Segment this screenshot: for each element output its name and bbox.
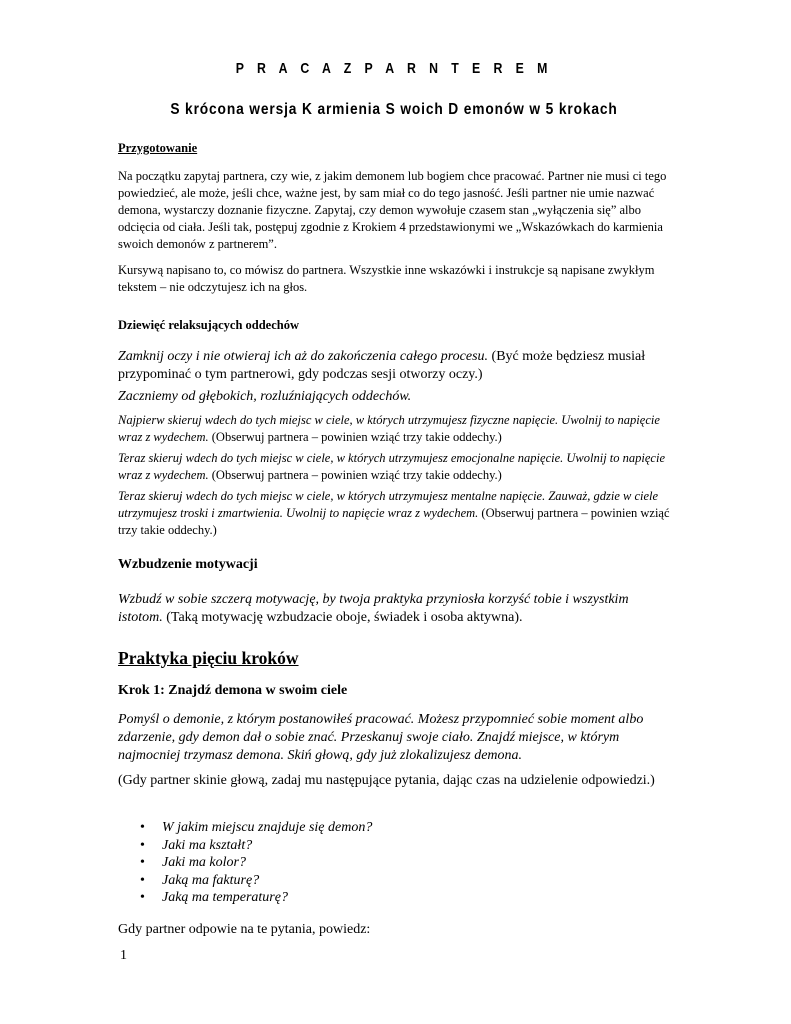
document-subtitle: S krócona wersja K armienia S woich D emonów w 5 krokach [170, 101, 618, 118]
bullet-icon: • [140, 890, 145, 905]
breaths-p3-note: (Obserwuj partnera – powinien wziąć trzy takie oddechy.) [208, 430, 502, 444]
breaths-paragraph-1 [118, 348, 670, 384]
motivation-italic: Wzbudź w sobie szczerą motywację, by twoja praktyka przyniosła korzyść tobie i wszystkim istotom. [118, 592, 629, 625]
breaths-p5-note: (Obserwuj partnera – powinien wziąć trzy takie oddechy.) [118, 506, 670, 537]
page-number: 1 [120, 948, 127, 963]
breaths-p1-note: (Być może będziesz musiał przypominać o tym partnerowi, gdy podczas sesji otworzy oczy.) [118, 349, 646, 382]
step1-note: (Gdy partner skinie głową, zadaj mu następujące pytania, dając czas na udzielenie odpowiedzi.) [118, 773, 655, 788]
prep-heading: Przygotowanie [118, 141, 198, 155]
breaths-p1-italic: Zamknij oczy i nie otwieraj ich aż do zakończenia całego procesu. [118, 349, 489, 364]
prep-paragraph-2: Kursywą napisano to, co mówisz do partnera. Wszystkie inne wskazówki i instrukcje są napisane zwykłym tekstem – nie odczytujesz ich na głos. [118, 263, 655, 294]
breaths-paragraph-5 [118, 488, 670, 539]
breaths-p3-italic: Najpierw skieruj wdech do tych miejsc w ciele, w których utrzymujesz fizyczne napięcie. Uwolnij to napięcie wraz z wydechem. [118, 413, 660, 444]
list-item: • Jaką ma temperaturę? [140, 890, 288, 905]
list-item: • Jaki ma kolor? [140, 855, 246, 870]
motivation-heading: Wzbudzenie motywacji [118, 557, 258, 572]
motivation-paragraph [118, 591, 670, 627]
list-item: • Jaki ma kształt? [140, 837, 253, 853]
list-item: • Jaką ma fakturę? [140, 872, 260, 888]
question-list [118, 819, 670, 907]
prep-paragraph-1: Na początku zapytaj partnera, czy wie, z jakim demonem lub bogiem chce pracować. Partner nie musi ci tego powiedzieć, ale może, jeśli chce, ważne jest, by sam miał co do tego jasność. Jeśli partner nie umie nazwać demona, wystarczy doznanie fizyczne. Zapytaj, czy demon wywołuje czasem stan „wyłączenia się” albo odcięcia od ciała. Jeśli tak, postępuj zgodnie z Krokiem 4 przedstawionymi we „Wskazówkach do karmienia swoich demonów z partnerem”. [118, 169, 667, 251]
breaths-paragraph-3 [118, 412, 670, 446]
step1-after: Gdy partner odpowie na te pytania, powiedz: [118, 922, 371, 937]
step1-instruction: Pomyśl o demonie, z którym postanowiłeś pracować. Możesz przypomnieć sobie moment albo zdarzenie, gdy demon dał o sobie znać. Przeskanuj swoje ciało. Znajdź miejsce, w którym najmocniej trzymasz demona. Skiń głową, gdy już zlokalizujesz demona. [118, 712, 644, 763]
bullet-icon: • [140, 872, 145, 888]
breaths-p5-italic: Teraz skieruj wdech do tych miejsc w ciele, w których utrzymujesz mentalne napięcie. Zauważ, gdzie w ciele utrzymujesz troski i zmartwienia. Uwolnij to napięcie wraz z wydechem. [118, 489, 659, 520]
bullet-icon: • [140, 820, 145, 835]
document-title: P R A C A Z P A R N T E R E M [235, 60, 553, 77]
practice-heading: Praktyka pięciu kroków [118, 648, 299, 668]
list-item: • W jakim miejscu znajduje się demon? [140, 820, 373, 835]
step1-heading: Krok 1: Znajdź demona w swoim ciele [118, 683, 348, 698]
breaths-p4-italic: Teraz skieruj wdech do tych miejsc w ciele, w których utrzymujesz emocjonalne napięcie. Uwolnij to napięcie wraz z wydechem. [118, 451, 665, 482]
breaths-p4-note: (Obserwuj partnera – powinien wziąć trzy takie oddechy.) [208, 468, 502, 482]
bullet-icon: • [140, 837, 145, 853]
breaths-paragraph-4 [118, 450, 670, 484]
motivation-note: (Taką motywację wzbudzacie oboje, świadek i osoba aktywna). [162, 610, 523, 625]
bullet-icon: • [140, 855, 145, 870]
breaths-paragraph-2: Zaczniemy od głębokich, rozluźniających oddechów. [118, 389, 412, 404]
breaths-heading: Dziewięć relaksujących oddechów [118, 318, 299, 332]
